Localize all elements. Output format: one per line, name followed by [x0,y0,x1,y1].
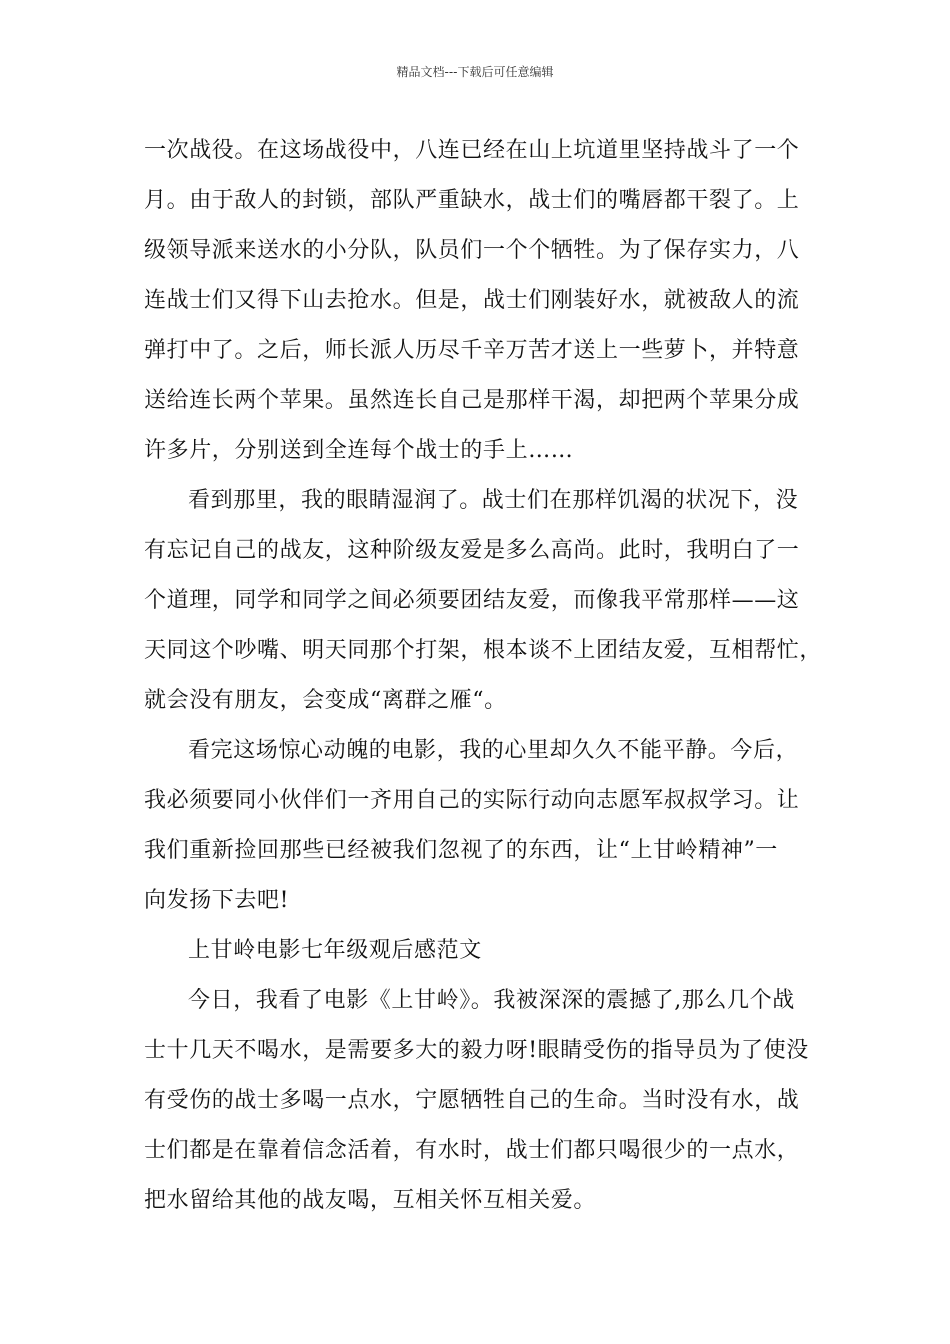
text-line: 有忘记自己的战友，这种阶级友爱是多么高尚。此时，我明白了一 [144,538,800,563]
text-line: 上甘岭电影七年级观后感范文 [188,938,482,963]
text-line: 连战士们又得下山去抢水。但是，战士们刚装好水，就被敌人的流 [144,288,800,313]
text-line: 士们都是在靠着信念活着，有水时，战士们都只喝很少的一点水， [144,1138,800,1163]
text-line: 看到那里，我的眼睛湿润了。战士们在那样饥渴的状况下，没 [188,488,799,513]
text-line: 级领导派来送水的小分队，队员们一个个牺牲。为了保存实力，八 [144,238,800,263]
text-line: 看完这场惊心动魄的电影，我的心里却久久不能平静。今后， [188,738,799,763]
text-line: 送给连长两个苹果。虽然连长自己是那样干渴，却把两个苹果分成 [144,388,800,413]
text-line: 士十几天不喝水，是需要多大的毅力呀!眼睛受伤的指导员为了使没 [144,1038,809,1063]
page-header: 精品文档---下载后可任意编辑 [396,65,554,79]
text-line: 把水留给其他的战友喝，互相关怀互相关爱。 [144,1188,597,1213]
document-body [144,126,824,1226]
text-line: 有受伤的战士多喝一点水，宁愿牺牲自己的生命。当时没有水，战 [144,1088,800,1113]
text-line: 今日，我看了电影《上甘岭》。我被深深的震撼了,那么几个战 [188,988,795,1013]
text-line: 我必须要同小伙伴们一齐用自己的实际行动向志愿军叔叔学习。让 [144,788,800,813]
text-line: 天同这个吵嘴、明天同那个打架，根本谈不上团结友爱，互相帮忙， [144,638,823,663]
text-line: 许多片，分别送到全连每个战士的手上…… [144,438,574,463]
text-line: 个道理，同学和同学之间必须要团结友爱，而像我平常那样——这 [144,588,800,613]
text-line: 向发扬下去吧! [144,888,290,913]
text-line: 弹打中了。之后，师长派人历尽千辛万苦才送上一些萝卜，并特意 [144,338,800,363]
text-line: 月。由于敌人的封锁，部队严重缺水，战士们的嘴唇都干裂了。上 [144,188,800,213]
text-line: 就会没有朋友，会变成“离群之雁“。 [144,688,507,713]
text-line: 一次战役。在这场战役中，八连已经在山上坑道里坚持战斗了一个 [144,138,800,163]
text-line: 我们重新捡回那些已经被我们忽视了的东西，让“上甘岭精神”一 [144,838,778,863]
